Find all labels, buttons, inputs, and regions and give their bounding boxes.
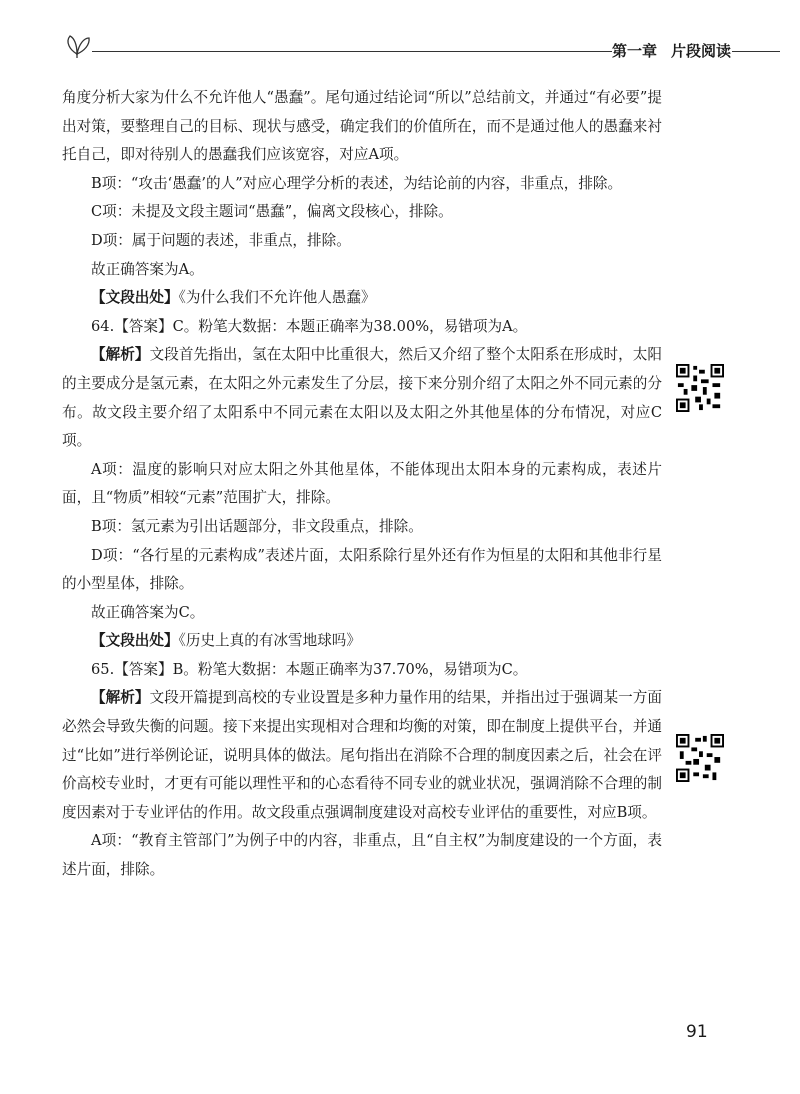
source-citation (62, 284, 662, 313)
option-a: A项：温度的影响只对应太阳之外其他星体，不能体现出太阳本身的元素构成，表述片面，且“物质”相较“元素”范围扩大，排除。 (62, 460, 662, 507)
option-a: A项：“教育主管部门”为例子中的内容，非重点，且“自主权”为制度建设的一个方面，表述片面，排除。 (62, 832, 662, 879)
chapter-label: 第一章 (612, 42, 658, 60)
source-label: 【文段出处】 (91, 289, 179, 307)
header-rule (92, 51, 612, 52)
leaf-icon (62, 30, 92, 60)
paragraph: 角度分析大家为什么不允许他人“愚蠢”。尾句通过结论词“所以”总结前文，并通过“有必要”提出对策，要整理自己的目标、现状与感受，确定我们的价值所在，而不是通过他人的愚蠢来衬托自己，即对待别人的愚蠢我们应该宽容，对应A项。 (62, 89, 662, 164)
answer-line: 64.【答案】C。粉笔大数据：本题正确率为38.00%，易错项为A。 (91, 317, 528, 335)
analysis-paragraph (62, 684, 662, 827)
section-label: 片段阅读 (671, 42, 732, 60)
page-header (62, 30, 780, 70)
source-label: 【文段出处】 (91, 632, 179, 650)
analysis-paragraph (62, 341, 662, 455)
answer-line: 65.【答案】B。粉笔大数据：本题正确率为37.70%，易错项为C。 (91, 660, 528, 678)
page-number: 91 (686, 1022, 708, 1042)
paragraph: B项：“攻击‘愚蠢’的人”对应心理学分析的表述，为结论前的内容，非重点，排除。 (91, 174, 623, 192)
paragraph: C项：未提及文段主题词“愚蠢”，偏离文段核心，排除。 (91, 203, 453, 221)
analysis-label: 【解析】 (91, 689, 150, 707)
chapter-title (612, 40, 731, 61)
qr-code-icon[interactable] (676, 364, 724, 412)
analysis-text: 文段开篇提到高校的专业设置是多种力量作用的结果，并指出过于强调某一方面必然会导致失衡的问题。接下来提出实现相对合理和均衡的对策，即在制度上提供平台，并通过“比如”进行举例论证，说明具体的做法。尾句指出在消除不合理的制度因素之后，社会在评价高校专业时，才更有可能以理性平和的心态看待不同专业的就业状况，强调消除不合理的制度因素对于专业评估的作用。故文段重点强调制度建设对高校专业评估的重要性，对应B项。 (62, 689, 662, 821)
option-b: B项：氢元素为引出话题部分，非文段重点，排除。 (91, 517, 423, 535)
paragraph: 故正确答案为A。 (91, 260, 204, 278)
analysis-text: 文段首先指出，氢在太阳中比重很大，然后又介绍了整个太阳系在形成时，太阳的主要成分是氢元素，在太阳之外元素发生了分层，接下来分别介绍了太阳之外不同元素的分布。故文段主要介绍了太阳系中不同元素在太阳以及太阳之外其他星体的分布情况，对应C项。 (62, 346, 662, 450)
qr-code-icon[interactable] (676, 734, 724, 782)
paragraph: D项：属于问题的表述，非重点，排除。 (91, 231, 351, 249)
source-text: 《为什么我们不允许他人愚蠢》 (178, 289, 376, 307)
analysis-label: 【解析】 (91, 346, 150, 364)
source-text: 《历史上真的有冰雪地球吗》 (178, 632, 361, 650)
conclusion: 故正确答案为C。 (91, 603, 205, 621)
main-content (62, 84, 662, 885)
source-citation (62, 627, 662, 656)
option-d: D项：“各行星的元素构成”表述片面，太阳系除行星外还有作为恒星的太阳和其他非行星的小型星体，排除。 (62, 546, 662, 593)
header-rule-right (732, 51, 780, 52)
